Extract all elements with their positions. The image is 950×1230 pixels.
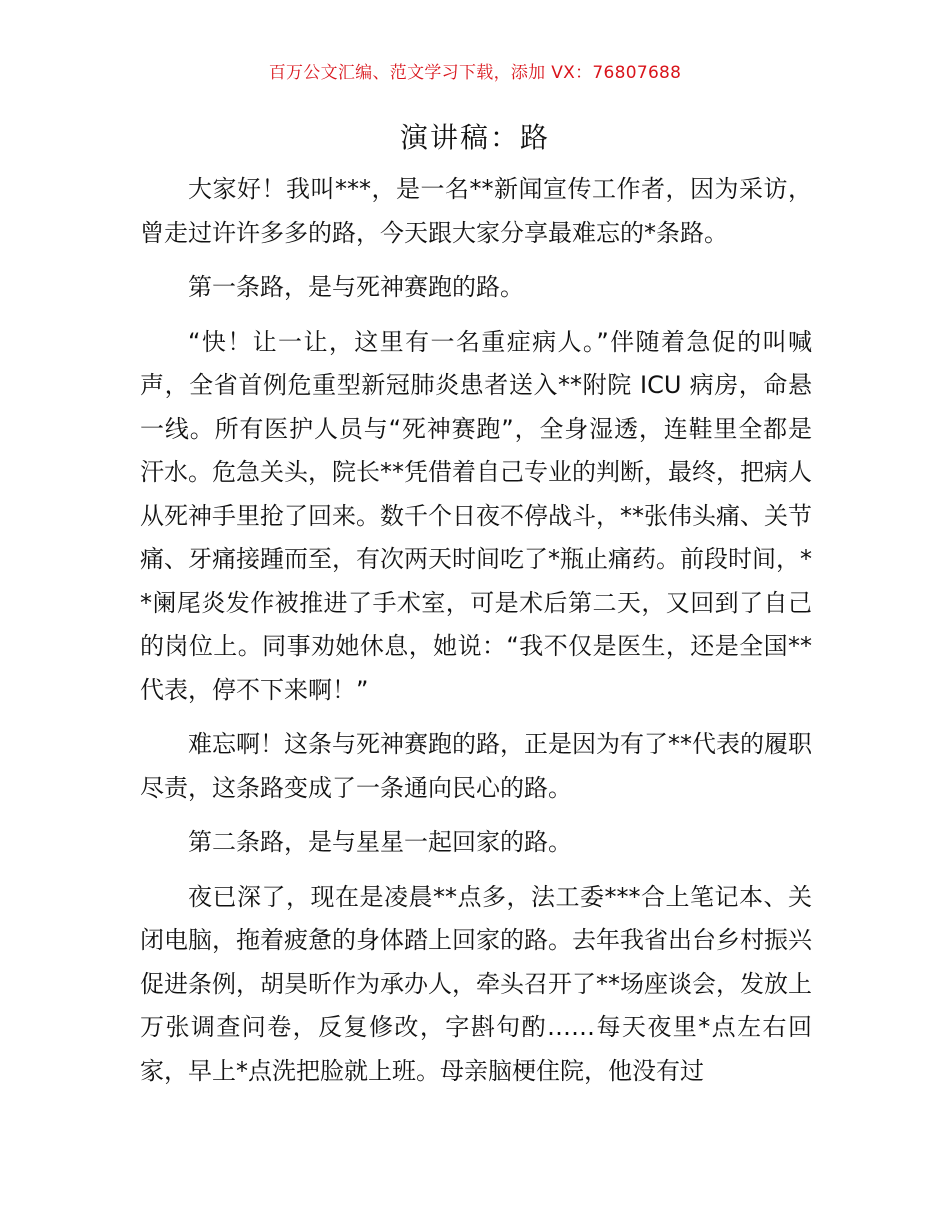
paragraph-first-road-conclusion: 难忘啊！这条与死神赛跑的路，正是因为有了**代表的履职尽责，这条路变成了一条通向民心的路。	[140, 730, 812, 802]
document-body	[140, 168, 812, 1093]
header-watermark-note: 百万公文汇编、范文学习下载，添加 VX：76807688	[268, 63, 682, 83]
paragraph-second-road-story: 夜已深了，现在是凌晨**点多，法工委***合上笔记本、关闭电脑，拖着疲惫的身体踏上回家的路。去年我省出台乡村振兴促进条例，胡昊昕作为承办人，牵头召开了**场座谈会，发放上万张调查问卷，反复修改，字斟句酌……每天夜里*点左右回家，早上*点洗把脸就上班。母亲脑梗住院，他没有过	[140, 882, 812, 1085]
paragraph-first-road-story: “快！让一让，这里有一名重症病人。”伴随着急促的叫喊声，全省首例危重型新冠肺炎患者送入**附院 ICU 病房，命悬一线。所有医护人员与“死神赛跑”，全身湿透，连鞋里全都是汗水。危急关头，院长**凭借着自己专业的判断，最终，把病人从死神手里抢了回来。数千个日夜不停战斗，**张伟头痛、关节痛、牙痛接踵而至，有次两天时间吃了*瓶止痛药。前段时间，**阑尾炎发作被推进了手术室，可是术后第二天，又回到了自己的岗位上。同事劝她休息，她说：“我不仅是医生，还是全国**代表，停不下来啊！”	[140, 327, 812, 704]
paragraph-second-road-heading: 第二条路，是与星星一起回家的路。	[188, 828, 572, 856]
paragraph-first-road-heading: 第一条路，是与死神赛跑的路。	[188, 273, 524, 301]
document-title: 演讲稿：路	[399, 121, 550, 154]
paragraph-greeting: 大家好！我叫***，是一名**新闻宣传工作者，因为采访，曾走过许许多多的路，今天跟大家分享最难忘的*条路。	[140, 175, 812, 247]
